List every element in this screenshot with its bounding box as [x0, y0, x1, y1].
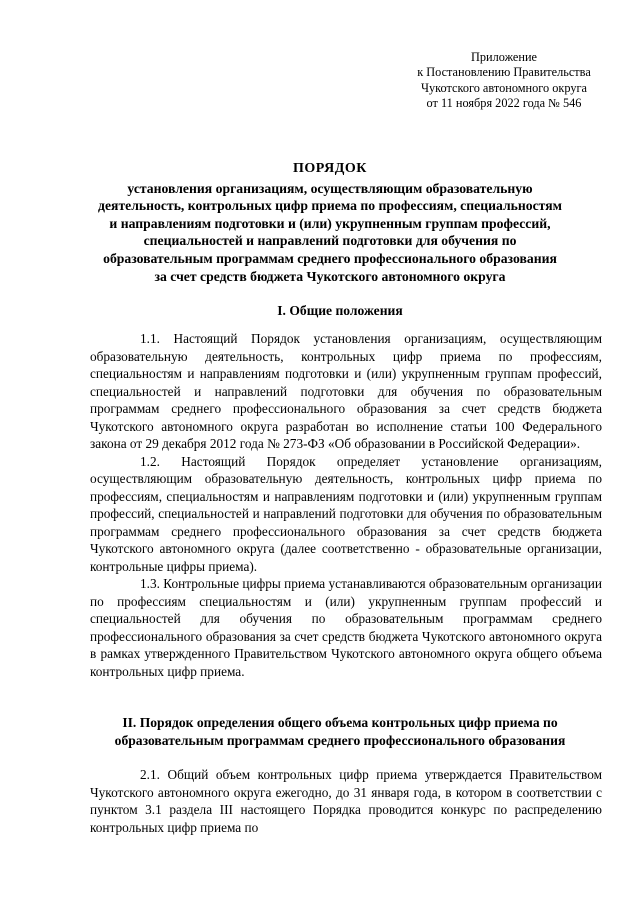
section-heading-text: образовательным программам среднего профессионального образования [114, 733, 566, 748]
section-heading-text: I. Общие положения [277, 303, 403, 318]
annex-line: к Постановлению Правительства [417, 65, 591, 80]
title-line: образовательным программам среднего профессионального образования [103, 250, 557, 266]
section-heading-text: II. Порядок определения общего объема контрольных цифр приема по [122, 715, 558, 730]
title-line: и направлениям подготовки и (или) укрупненным группам профессий, [109, 215, 551, 231]
document-title [80, 160, 580, 285]
section-1-heading [80, 302, 600, 320]
title-line: установления организациям, осуществляющим образовательную [127, 180, 533, 196]
title-line: за счет средств бюджета Чукотского автономного округа [154, 268, 506, 284]
paragraph-1-3: 1.3. Контрольные цифры приема устанавливаются образовательным организации по профессиям специальностям и (или) укрупненным группам профессий и специальностей для обучения по образовательным программам среднего профессионального образования за счет средств бюджета Чукотского автономного округа в рамках утвержденного Правительством Чукотского автономного округа общего объема контрольных цифр приема. [90, 576, 602, 679]
title-main: ПОРЯДОК [293, 161, 367, 176]
annex-line: Чукотского автономного округа [421, 80, 587, 95]
annex-block [404, 50, 604, 112]
annex-line: от 11 ноября 2022 года № 546 [426, 96, 582, 111]
title-line: специальностей и направлений подготовки для обучения по [143, 233, 517, 249]
paragraph-1-1: 1.1. Настоящий Порядок установления организациям, осуществляющим образовательную деятельность, контрольных цифр приема по профессиям, специальностям и направлениям подготовки и (или) укрупненным группам профессий, специальностей и направлений подготовки для обучения по образовательным программам среднего профессионального образования за счет средств бюджета Чукотского автономного округа разработан во исполнение статьи 100 Федерального закона от 29 декабря 2012 года № 273-ФЗ «Об образовании в Российской Федерации». [90, 331, 602, 451]
section-1-body [90, 330, 602, 680]
paragraph-1-2: 1.2. Настоящий Порядок определяет установление организациям, осуществляющим образовательную деятельность, контрольных цифр приема по профессиям, специальностям и направлениям подготовки и (или) укрупненным группам профессий, специальностей и направлений подготовки для обучения по образовательным программам среднего профессионального образования за счет средств бюджета Чукотского автономного округа (далее соответственно - образовательные организации, контрольные цифры приема). [90, 453, 602, 574]
section-2-heading [80, 714, 600, 750]
title-line: деятельность, контрольных цифр приема по профессиям, специальностям [98, 198, 562, 214]
section-2-body [90, 766, 602, 836]
annex-line: Приложение [471, 50, 537, 64]
paragraph-2-1: 2.1. Общий объем контрольных цифр приема утверждается Правительством Чукотского автономного округа ежегодно, до 31 января года, в котором в соответствии с пунктом 3.1 раздела III настоящего Порядка проводится конкурс по распределению контрольных цифр приема по [90, 767, 602, 835]
